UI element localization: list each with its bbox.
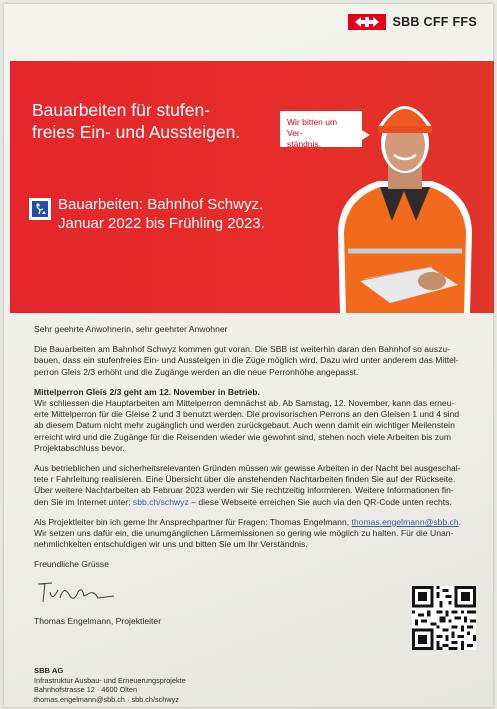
email-link[interactable]: thomas.engelmann@sbb.ch xyxy=(351,516,459,527)
letter-footer xyxy=(34,666,186,704)
paragraph-night-work xyxy=(34,463,472,508)
paragraph-intro: Die Bauarbeiten am Bahnhof Schwyz kommen gut voran. Die SBB ist weiterhin daran den Bahnhof so auszu- bauen, dass ein stufenfreies Ein- und Aussteigen in die Züge möglich wird. Dazu wird unter anderem das Mittel- perron Gleis 2/3 erhöht und die Zugänge werden an die neue Perronhöhe angepasst. xyxy=(34,344,459,377)
footer-line-department: Infrastruktur Ausbau- und Erneuerungsprojekte xyxy=(34,675,186,685)
closing: Freundliche Grüsse xyxy=(34,559,109,570)
banner-subline: Bauarbeiten: Bahnhof Schwyz. Januar 2022 bis Frühling 2023. xyxy=(58,196,265,232)
footer-line-contact: thomas.engelmann@sbb.ch · sbb.ch/schwyz xyxy=(34,694,179,704)
night-work-text-end: – diese Webseite erreichen Sie auch via den QR-Code unten rechts. xyxy=(188,496,452,507)
construction-sign-icon xyxy=(29,198,51,220)
speech-bubble: Wir bitten um Ver- ständnis. xyxy=(280,111,362,147)
paragraph-contact xyxy=(34,517,472,551)
footer-line-address: Bahnhofstrasse 12 · 4600 Olten xyxy=(34,685,138,694)
banner-headline: Bauarbeiten für stufen- freies Ein- und Aussteigen. xyxy=(32,100,241,142)
section-heading: Mittelperron Gleis 2/3 geht am 12. November in Betrieb. xyxy=(34,386,260,397)
sbb-logo xyxy=(348,14,477,30)
sbb-arrows-icon xyxy=(348,14,386,30)
night-work-text: Aus betrieblichen und sicherheitsrelevanten Gründen müssen wir gewisse Arbeiten in der Nacht bei ausgeschal- tete r Fahrleitung realisieren. Eine Übersicht über die anstehenden Nachtarbeiten finden Sie auf der Rückseite. Über weitere Nachtarbeiten ab Februar 2023 werden wir Sie rechtzeitig informieren. Weitere Informationen fin- den Sie im Internet unter: xyxy=(34,463,461,507)
salutation: Sehr geehrte Anwohnerin, sehr geehrter Anwohner xyxy=(34,324,228,334)
contact-text: Als Projektleiter bin ich gerne Ihr Ansprechpartner für Fragen: Thomas Engelmann, xyxy=(34,516,352,527)
worker-illustration xyxy=(320,81,490,313)
qr-code[interactable] xyxy=(412,586,476,650)
letter-page xyxy=(4,4,493,707)
letter-body xyxy=(34,324,472,580)
footer-org: SBB AG xyxy=(34,666,64,675)
paragraph-platform: Wir schliessen die Hauptarbeiten am Mittelperron demnächst ab. Ab Samstag, 12. November, kann das erneu- erte Mittelperron für die Gleise 2 und 3 benutzt werden. Die provisorischen Perrons an den Gleisen 1 und 4 sind ab diesem Datum nicht mehr zugänglich und werden zurückgebaut. Auch wenn damit ein wichtiger Meilenstein erreicht wird und die Zugänge für die Reisenden wieder wie gewohnt sind, stehen noch viele Arbeiten bis zum Projektabschluss bevor. xyxy=(34,398,460,453)
handwritten-signature xyxy=(34,578,116,606)
contact-text-end: . Wir setzen uns dafür ein, die unumgänglichen Lärmemissionen so gering wie möglich zu halten. Für die Unan- nehmlichkeiten entschuldigen wir uns und bitten Sie um Ihr Verständnis. xyxy=(34,516,462,550)
signer-name: Thomas Engelmann, Projektleiter xyxy=(34,616,162,626)
hero-banner xyxy=(10,61,494,313)
website-link[interactable]: sbb.ch/schwyz xyxy=(132,496,189,507)
logo-text: SBB CFF FFS xyxy=(392,15,477,29)
